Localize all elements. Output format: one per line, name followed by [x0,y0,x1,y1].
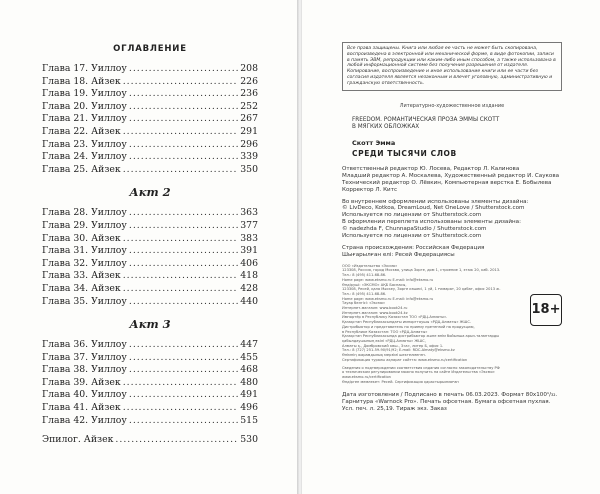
series-info [352,117,562,131]
credit-line: Младший редактор А. Москалева, Художественный редактор И. Саукова [342,172,560,179]
toc-label: Глава 37. Уиллоу [42,351,127,363]
design-credit-line: © nadezhda F, ChunnapaStudio / Shutterstock.com [342,226,487,233]
toc-label: Глава 35. Уиллоу [42,295,127,307]
toc-row [42,220,258,233]
certification-info [342,366,562,385]
series-line-2: В МЯГКИХ ОБЛОЖКАХ [352,123,420,130]
series-line-1: FREEDOM. РОМАНТИЧЕСКАЯ ПРОЗА ЭММЫ СКОТТ [352,116,500,123]
toc-label: Глава 20. Уиллоу [42,100,127,112]
toc-leader [129,63,238,76]
toc-label: Глава 30. Айзек [42,232,121,244]
address-line: Тел.: 8 (727) 251-59-90/91/92; E-mail: RDC-Almaty@eksmo.kz [342,348,455,353]
toc-label: Глава 32. Уиллоу [42,257,127,269]
act-3-heading: Акт 3 [129,317,171,332]
design-credit-line: Используется по лицензии от Shutterstock.com [342,233,482,240]
toc-row [42,352,258,365]
right-page [302,0,600,494]
toc-row [42,139,258,152]
toc-row [42,233,258,246]
toc-row [42,270,258,283]
credit-line: Корректор Л. Китс [342,186,398,193]
toc-label: Глава 33. Айзек [42,270,121,282]
toc-row [42,402,258,415]
toc-label: Глава 23. Уиллоу [42,138,127,150]
toc-group-3 [42,339,258,427]
print-sheets: Усл. печ. л. 25,19. Тираж экз. Заказ [342,406,447,413]
toc-row [42,164,258,177]
address-line: Өнімнің жарамдылық мерзімі шектелмеген. [342,353,426,358]
toc-leader [123,283,239,296]
toc-leader [115,434,238,447]
toc-label: Глава 42. Уиллоу [42,414,127,426]
toc-page-number: 267 [240,113,258,125]
toc-page-number: 515 [240,414,258,426]
toc-page-number: 391 [240,245,258,257]
address-line: Home page: www.eksmo.ru E-mail: info@eksmo.ru [342,296,434,301]
toc-label: Глава 31. Уиллоу [42,245,127,257]
toc-page-number: 383 [240,232,258,244]
toc-leader [129,245,238,258]
toc-leader [129,389,238,402]
author-name: Скотт Эмма [352,138,396,147]
toc-label: Глава 21. Уиллоу [42,113,127,125]
toc-leader [129,220,238,233]
toc-leader [129,364,238,377]
toc-row [42,245,258,258]
toc-label: Глава 29. Уиллоу [42,219,127,231]
toc-page-number: 296 [240,138,258,150]
toc-page-number: 530 [240,434,258,446]
design-credit-line: В оформлении переплета использованы элементы дизайна: [342,219,521,226]
design-credit-line: © LivDeco, Kotkoa, DreamLoud, Net OneLove / Shutterstock.com [342,205,525,212]
toc-leader [129,296,238,309]
toc-leader [129,258,238,271]
genre: Литературно-художественное издание [399,102,505,109]
design-credit-line: Во внутреннем оформлении использованы элементы дизайна: [342,198,529,205]
address-line: Интернет-магазин: www.book24.ru [342,306,408,311]
toc-page-number: 252 [240,100,258,112]
toc-row [42,101,258,114]
origin-info [342,245,562,259]
toc-page-number: 236 [240,88,258,100]
print-details [342,392,562,413]
toc-leader [129,151,238,164]
toc-group-1 [42,63,258,176]
toc-row [42,296,258,309]
certification-line: о техническом регулировании можно получить на сайте Издательства «Эксмо» [342,370,495,375]
address-line: в Республике Казахстан: ТОО «РДЦ-Алматы» [342,329,428,334]
toc-page-number: 208 [240,63,258,74]
toc-title: ОГЛАВЛЕНИЕ [113,44,187,54]
address-line: Алматы қ., Домбровский көш., 3«а», литер Б, офис 1. [342,343,444,348]
toc-leader [129,352,238,365]
toc-label: Глава 40. Уиллоу [42,389,127,401]
credit-line: Технический редактор О. Лёвкин, Компьютерная верстка Е. Бобылева [342,179,552,186]
toc-label: Глава 24. Уиллоу [42,151,127,163]
toc-label: Глава 34. Айзек [42,282,121,294]
address-line: қабылдаушының өкілі «РДЦ-Алматы» ЖШС, [342,339,426,343]
toc-row [42,126,258,139]
toc-row [42,63,258,76]
toc-page-number: 440 [240,295,258,307]
toc-page-number: 491 [240,389,258,401]
toc-page-number: 496 [240,402,258,414]
toc-row [42,377,258,390]
toc-page-number: 468 [240,364,258,376]
toc-label: Глава 18. Айзек [42,75,121,87]
toc-label: Эпилог. Айзек [42,434,114,446]
toc-leader [129,207,238,220]
publisher-address [342,264,524,363]
certification-line: www.eksmo.ru/certification [342,374,391,379]
address-line: Интернет-магазин: www.book24.kz [342,310,408,315]
toc-page-number: 406 [240,257,258,269]
toc-leader [123,164,239,177]
toc-row-epilogue [42,434,258,447]
address-line: Тел.: 8 (495) 411-68-86. [342,291,387,296]
toc-label: Глава 36. Уиллоу [42,339,127,351]
toc-page-number: 350 [240,163,258,175]
toc-page-number: 455 [240,351,258,363]
address-line: Қазақстан Республикасында дистрибьютор және өнім бойынша арыз-талаптарды [342,334,500,339]
toc-leader [129,339,238,352]
address-line: 123308, Россия, город Москва, улица Зорге, дом 1, строение 1, этаж 20, каб. 2013. [342,268,501,273]
certification-line: Өндірген мемлекет: Ресей. Сертификация қарастырылмаған [342,379,459,384]
toc-leader [129,415,238,428]
publisher-block [342,264,562,363]
credit-line: Ответственный редактор Ю. Лосева, Редактор Л. Калинова [342,165,520,172]
address-line: Home page: www.eksmo.ru E-mail: info@eksmo.ru [342,277,434,282]
toc-group-2 [42,207,258,308]
address-line: Тел.: 8 (495) 411-68-86. [342,273,387,278]
toc-row [42,339,258,352]
certification-line: Сведения о подтверждении соответствия издания согласно законодательству РФ [342,365,500,370]
toc-row [42,151,258,164]
toc-leader [123,76,239,89]
toc-page-number: 226 [240,75,258,87]
toc-label: Глава 25. Айзек [42,163,121,175]
address-line: Тауар белгісі: «Эксмо» [342,301,386,306]
toc-page-number: 447 [240,339,258,351]
toc-leader [123,233,239,246]
book-title: СРЕДИ ТЫСЯЧИ СЛОВ [352,148,457,158]
toc-label: Глава 39. Айзек [42,376,121,388]
design-credit-line: Используется по лицензии от Shutterstock.com [342,212,482,219]
age-rating-badge: 18+ [530,294,562,326]
toc-label: Глава 22. Айзек [42,125,121,137]
address-line: Дистрибьютор и представитель по приему претензий на продукцию, [342,324,475,329]
origin-line-kz: Шығарылған елі: Ресей Федерациясы [342,251,455,258]
toc-label: Глава 17. Уиллоу [42,63,127,74]
toc-page-number: 480 [240,376,258,388]
address-line: Импортёр в Республику Казахстан ТОО «РДЦ-Алматы». [342,315,448,320]
typeface-info: Гарнитура «Warnock Pro». Печать офсетная. Бумага офсетная пухлая. [342,399,551,406]
toc-label: Глава 28. Уиллоу [42,207,127,219]
toc-page-number: 363 [240,207,258,219]
toc-row [42,88,258,101]
toc-leader [129,139,238,152]
signed-date: Дата изготовления / Подписано в печать 06.03.2023. Формат 80x100¹/₃₂. [342,392,558,399]
address-line: Өндіруші: «ЭКСМО» АҚБ Баспасы, [342,282,407,287]
address-line: Сертификация туралы ақпарат сайтта: www.eksmo.ru/certification [342,357,468,362]
act-2-heading: Акт 2 [129,185,171,200]
toc-leader [129,101,238,114]
toc-row [42,207,258,220]
toc-leader [123,402,239,415]
toc-page-number: 418 [240,270,258,282]
toc-label: Глава 41. Айзек [42,402,121,414]
address-line: ООО «Издательство «Эксмо» [342,263,398,268]
toc-row [42,258,258,271]
address-line: 123308, Ресей, қала Мәскеу, Зорге көшесі, 1 үй, 1 ғимарат, 20 қабат, офис 2013 ж. [342,287,501,292]
editorial-credits [342,166,562,194]
origin-line: Страна происхождения: Российская Федерация [342,244,485,251]
toc-row [42,113,258,126]
toc-leader [129,113,238,126]
toc-page-number: 339 [240,151,258,163]
toc-page-number: 291 [240,125,258,137]
toc-row [42,364,258,377]
toc-row [42,76,258,89]
toc-label: Глава 19. Уиллоу [42,88,127,100]
toc-leader [123,126,239,139]
toc-row [42,415,258,428]
left-page [0,0,298,494]
toc-page-number: 428 [240,282,258,294]
toc-leader [123,377,239,390]
toc-row [42,389,258,402]
address-line: Қазақстан Республикасындағы импорттаушы «РДЦ-Алматы» ЖШС. [342,320,472,325]
toc-row [42,283,258,296]
copyright-notice: Все права защищены. Книга или любая ее часть не может быть скопирована, воспроизведена в электронной или механической форме, в виде фотокопии, записи в память ЭВМ, репродукции или каким-либо иным способом, а также использована в любой информационной системе без получения разрешения от издателя. Копирование, воспроизведение и иное использование книги или ее части без согласия издателя является незаконным и влечет уголовную, административную и гражданскую ответственность. [342,42,562,91]
toc-page-number: 377 [240,219,258,231]
toc-leader [129,88,238,101]
toc-label: Глава 38. Уиллоу [42,364,127,376]
design-credits [342,199,562,240]
toc-leader [123,270,239,283]
